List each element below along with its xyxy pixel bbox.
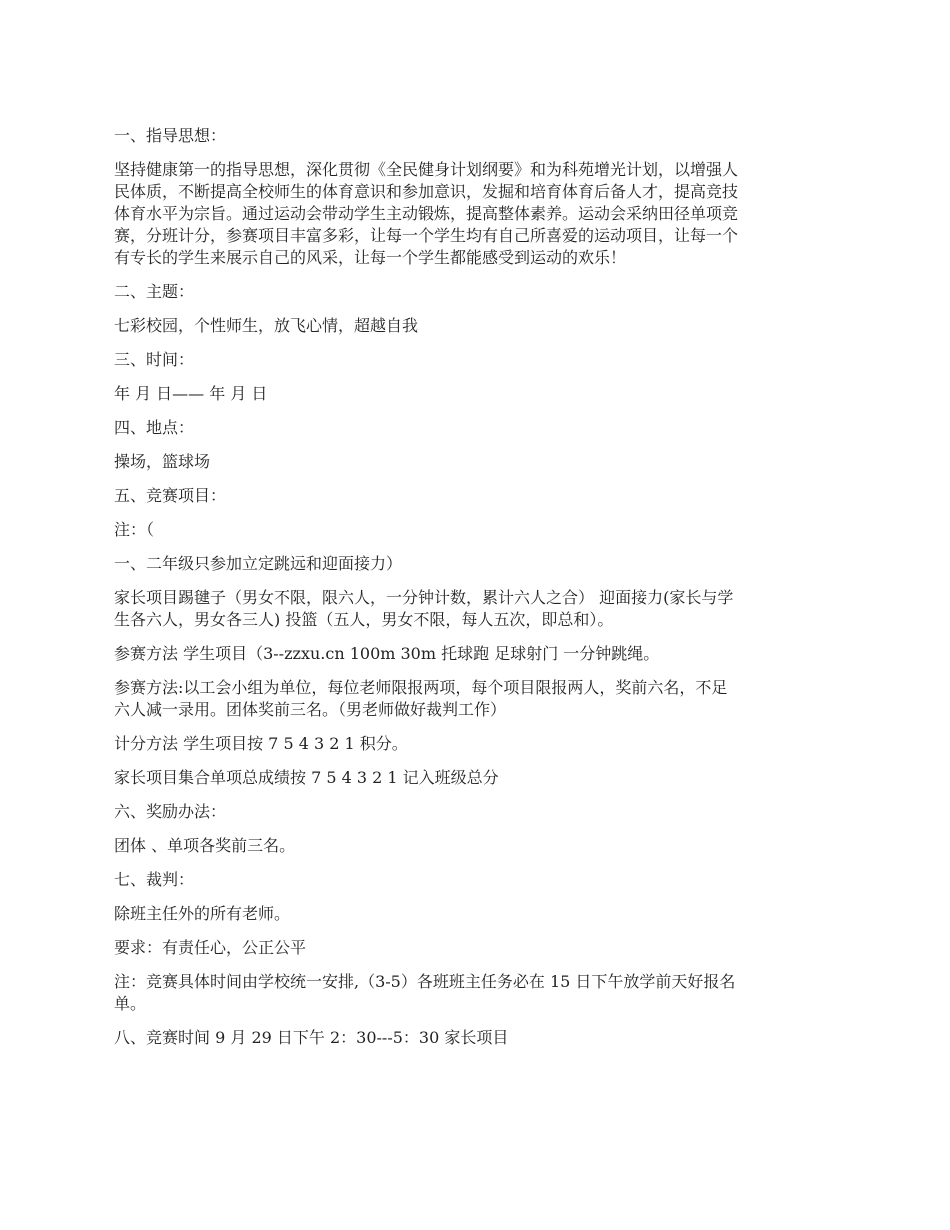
- text-line: 操场，篮球场: [114, 452, 211, 471]
- paragraph: [114, 903, 834, 925]
- paragraph: [114, 315, 834, 337]
- text-line: 五、竞赛项目：: [114, 486, 227, 505]
- text-line: 注：（: [114, 520, 155, 539]
- text-line: 八、竞赛时间 9 月 29 日下午 2：30---5：30 家长项目: [114, 1028, 509, 1047]
- paragraph: [114, 349, 834, 371]
- paragraph: [114, 125, 834, 147]
- text-line: 七彩校园，个性师生，放飞心情，超越自我: [114, 316, 419, 335]
- paragraph: [114, 937, 834, 959]
- text-line: 单。: [114, 994, 147, 1013]
- text-line: 家长项目踢毽子（男女不限，限六人，一分钟计数，累计六人之合） 迎面接力(家长与学: [114, 588, 734, 607]
- text-line: 体育水平为宗旨。通过运动会带动学生主动锻炼，提高整体素养。运动会采纳田径单项竞: [114, 204, 739, 223]
- text-line: 生各六人，男女各三人) 投篮（五人，男女不限，每人五次，即总和）。: [114, 610, 614, 629]
- text-line: 注：竞赛具体时间由学校统一安排,（3-5）各班班主任务必在 15 日下午放学前天好报名: [114, 972, 736, 991]
- paragraph: [114, 767, 834, 789]
- text-line: 赛，分班计分，参赛项目丰富多彩，让每一个学生均有自己所喜爱的运动项目，让每一个: [114, 226, 739, 245]
- paragraph: [114, 733, 834, 755]
- paragraph: [114, 971, 834, 1015]
- text-line: 除班主任外的所有老师。: [114, 904, 291, 923]
- paragraph: [114, 417, 834, 439]
- paragraph: [114, 587, 834, 631]
- paragraph: [114, 677, 834, 721]
- text-line: 民体质，不断提高全校师生的体育意识和参加意识，发掘和培育体育后备人才，提高竞技: [114, 182, 739, 201]
- text-line: 一、指导思想：: [114, 126, 227, 145]
- paragraph: [114, 835, 834, 857]
- text-line: 年 月 日—— 年 月 日: [114, 384, 268, 403]
- paragraph: [114, 643, 834, 665]
- text-line: 有专长的学生来展示自己的风采，让每一个学生都能感受到运动的欢乐！: [114, 248, 627, 267]
- text-line: 六人减一录用。团体奖前三名。（男老师做好裁判工作）: [114, 700, 507, 719]
- text-line: 参赛方法 学生项目（3--zzxu.cn 100m 30m 托球跑 足球射门 一分钟跳绳。: [114, 644, 660, 663]
- paragraph: [114, 485, 834, 507]
- paragraph: [114, 1027, 834, 1049]
- text-line: 六、奖励办法：: [114, 802, 227, 821]
- paragraph: [114, 869, 834, 891]
- text-line: 二、主题：: [114, 282, 195, 301]
- paragraph: [114, 383, 834, 405]
- text-line: 要求：有责任心，公正公平: [114, 938, 307, 957]
- paragraph: [114, 801, 834, 823]
- paragraph: [114, 281, 834, 303]
- text-line: 一、二年级只参加立定跳远和迎面接力）: [114, 554, 403, 573]
- text-line: 计分方法 学生项目按 7 5 4 3 2 1 积分。: [114, 734, 408, 753]
- paragraph: [114, 451, 834, 473]
- text-line: 七、裁判：: [114, 870, 195, 889]
- document-body: [114, 125, 834, 1061]
- text-line: 团体 、单项各奖前三名。: [114, 836, 296, 855]
- paragraph: [114, 553, 834, 575]
- text-line: 坚持健康第一的指导思想，深化贯彻《全民健身计划纲要》和为科苑增光计划，以增强人: [114, 160, 739, 179]
- text-line: 四、地点：: [114, 418, 195, 437]
- paragraph: [114, 159, 834, 269]
- text-line: 三、时间：: [114, 350, 195, 369]
- text-line: 参赛方法:以工会小组为单位，每位老师限报两项，每个项目限报两人，奖前六名，不足: [114, 678, 728, 697]
- paragraph: [114, 519, 834, 541]
- text-line: 家长项目集合单项总成绩按 7 5 4 3 2 1 记入班级总分: [114, 768, 499, 787]
